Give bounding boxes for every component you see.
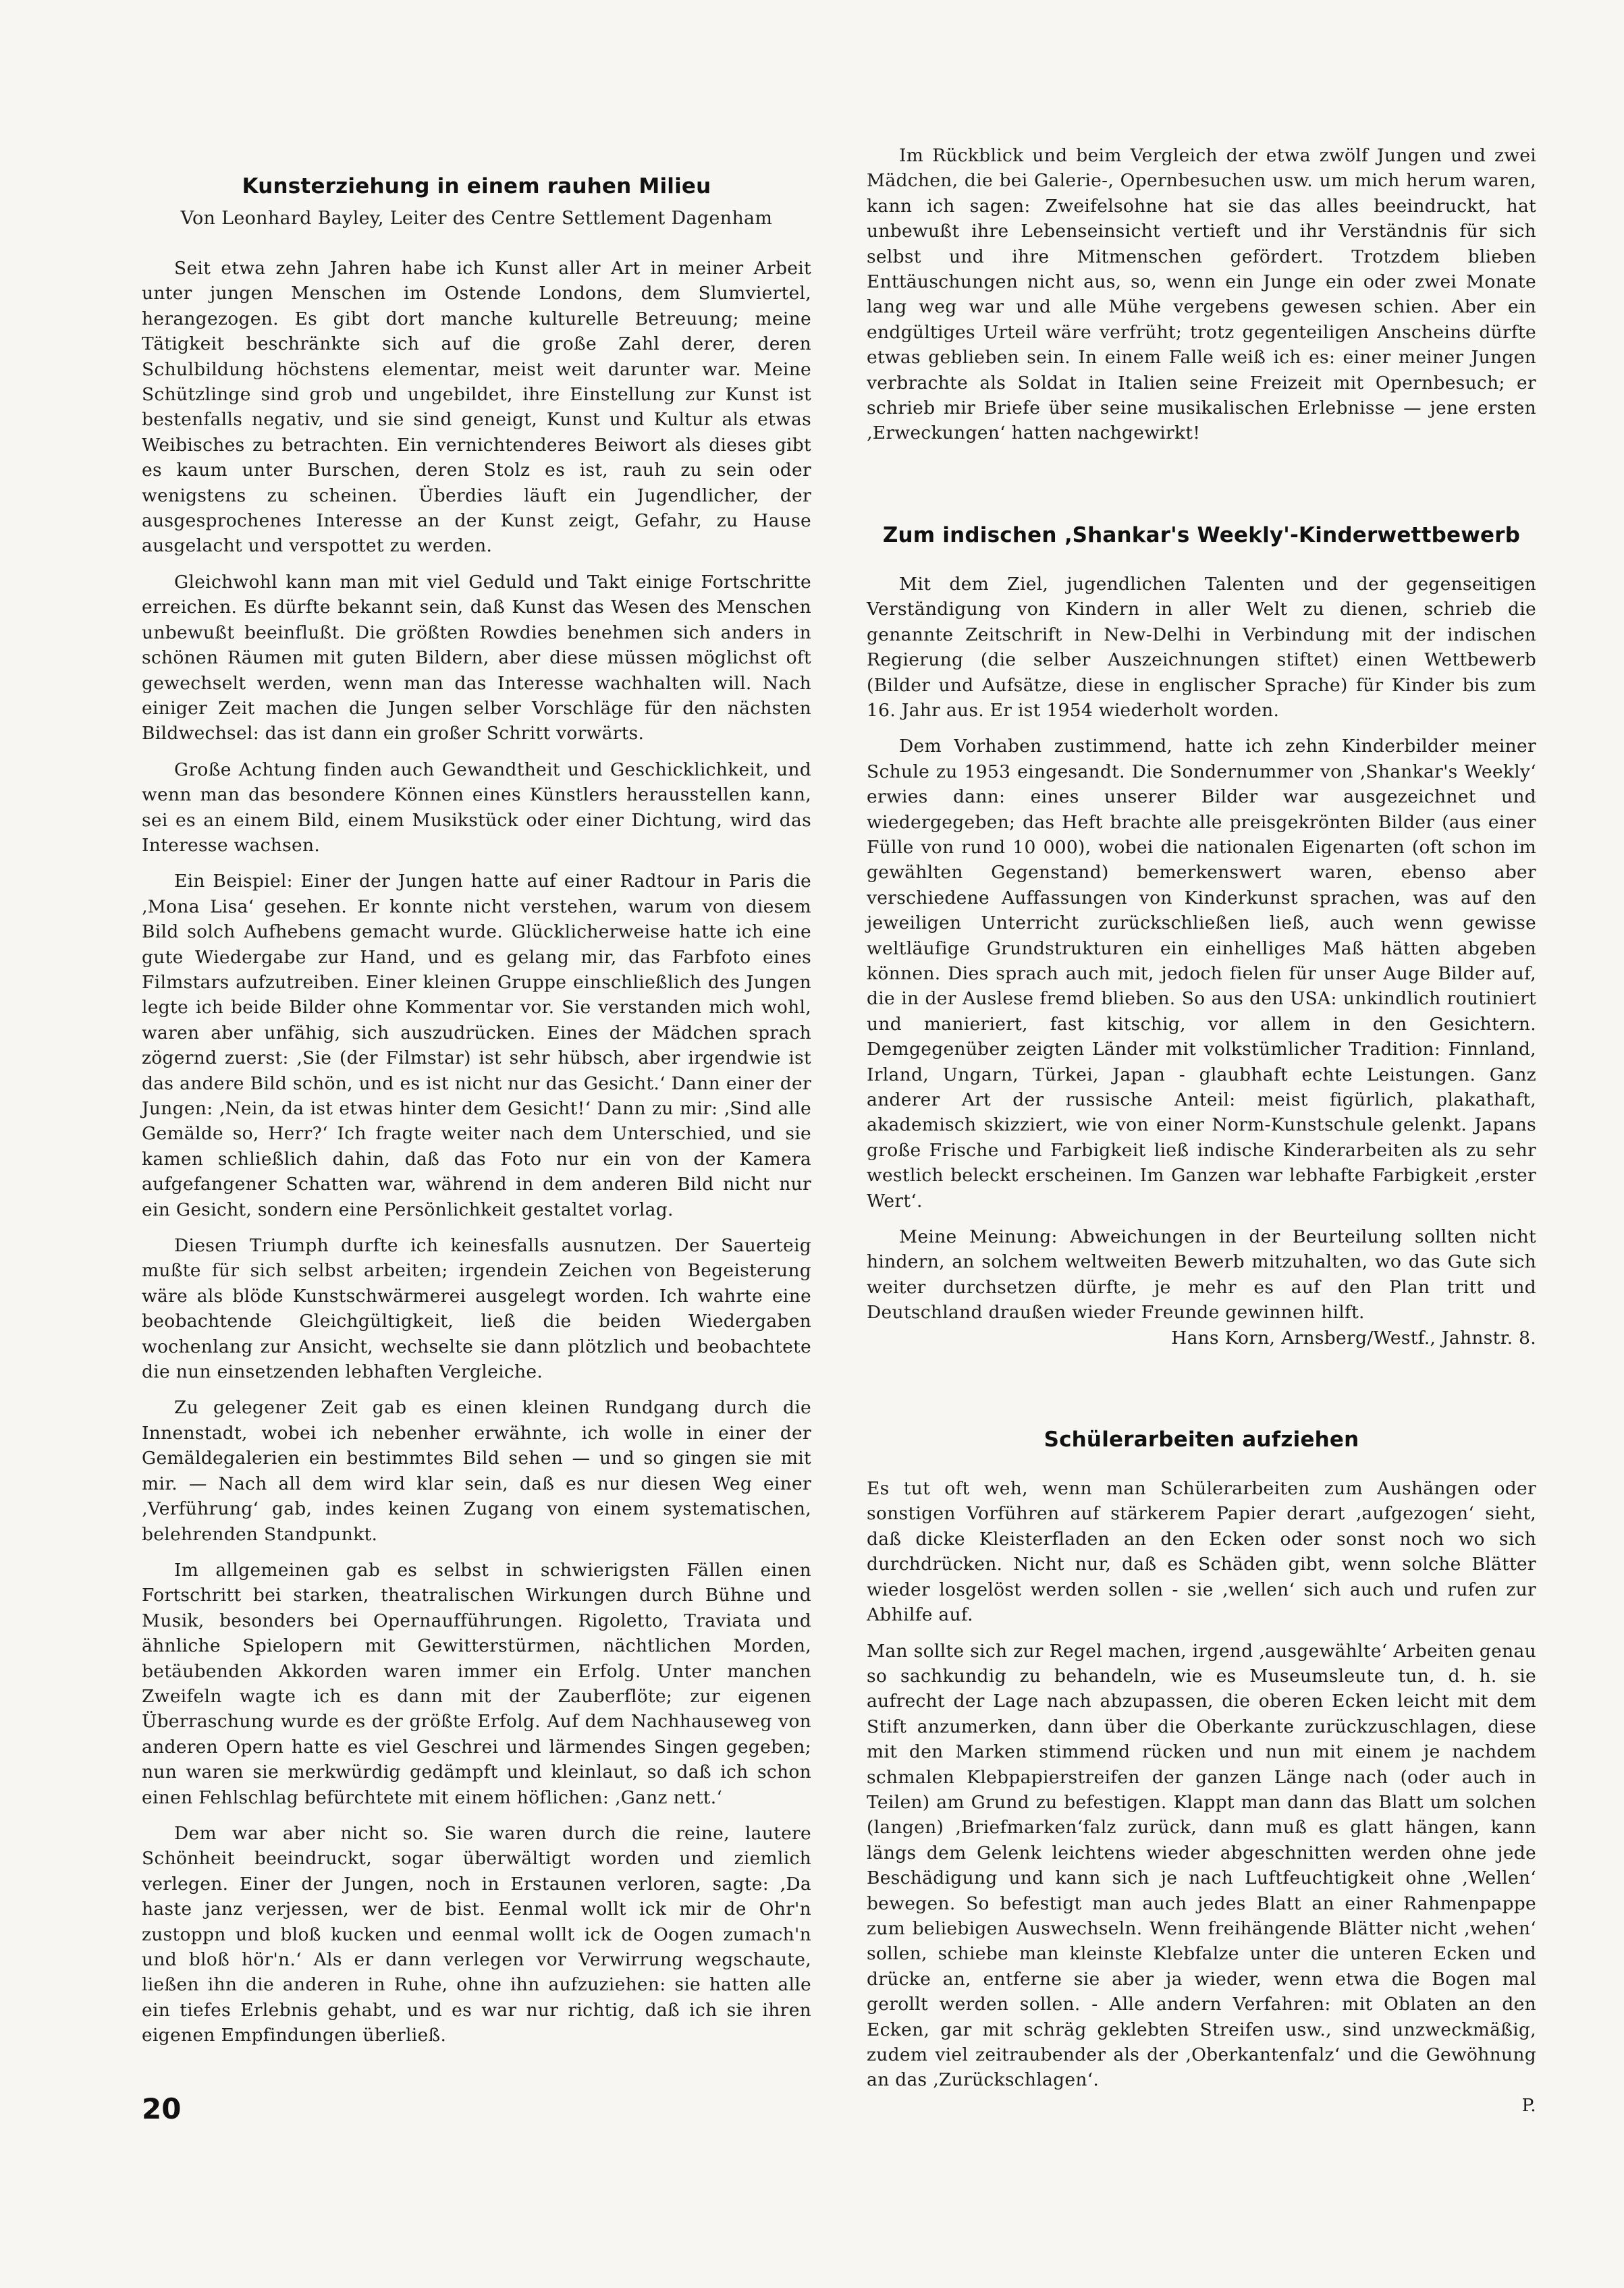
signature <box>867 2093 1536 2118</box>
article-byline: Von Leonhard Bayley, Leiter des Centre Settlement Dagenham <box>180 208 773 229</box>
article-paragraph: Dem war aber nicht so. Sie waren durch die reine, lautere Schönheit beeindruckt, sogar überwältigt worden und ziemlich verlegen. Einer der Jungen, noch in Erstaunen verloren, sagte: ‚Da haste janz verjessen, wer de bist. Eenmal wollt ick mir de Ohr'n zustoppn und bloß kucken und eenmal wollt ick de Oogen zumach'n und bloß hör'n.‘ Als er dann verlegen vor Verwirrung wegschaute, ließen ihn die anderen in Ruhe, ohne ihn aufzuziehen: sie hatten alle ein tiefes Erlebnis gehabt, und es war nur richtig, daß ich sie ihren eigenen Empfindungen überließ. <box>142 1822 811 2046</box>
article-paragraph: Dem Vorhaben zustimmend, hatte ich zehn Kinderbilder meiner Schule zu 1953 eingesandt. Die Sondernummer von ‚Shankar's Weekly‘ erwies dann: eines unserer Bilder war ausgezeichnet und wiedergegeben; das Heft brachte alle preisgekrönten Bilder (aus einer Fülle von rund 10 000), wobei die nationalen Eigenarten (oft schon im gewählten Gegenstand) bemerkenswert waren, ebenso aber verschiedene Auffassungen von Kinderkunst sprachen, was auf den jeweiligen Unterricht zurückschließen ließ, auch wenn gewisse weltläufige Grundstrukturen ein einhelliges Maß hätten abgeben können. Dies sprach auch mit, jedoch fielen für unser Auge Bilder auf, die in der Auslese fremd blieben. So aus den USA: unkindlich routiniert und manieriert, fast kitschig, vor allem in den Gesichtern. Demgegenüber zeigten Länder mit volkstümlicher Tradition: Finnland, Irland, Ungarn, Türkei, Japan - glaubhaft echte Leistungen. Ganz anderer Art der russische Anteil: meist figürlich, plakathaft, akademisch skizziert, wie von einer Norm-Kunstschule gelenkt. Japans große Frische und Farbigkeit ließ indische Kinderarbeiten als zu sehr westlich beleckt erscheinen. Im Ganzen war lebhafte Farbigkeit ‚erster Wert‘. <box>867 736 1536 1211</box>
article-paragraph: Gleichwohl kann man mit viel Geduld und Takt einige Fortschritte erreichen. Es dürfte bekannt sein, daß Kunst das Wesen des Menschen unbewußt beeinflußt. Die größten Rowdies benehmen sich anders in schönen Räumen mit guten Bildern, aber diese müssen möglichst oft gewechselt werden, wenn man das Interesse wachhalten will. Nach einiger Zeit machen die Jungen selber Vorschläge für den nächsten Bildwechsel: das ist dann ein großer Schritt vorwärts. <box>142 571 811 744</box>
page-number: 20 <box>142 2092 182 2125</box>
article-paragraph: Diesen Triumph durfte ich keinesfalls ausnutzen. Der Sauerteig mußte für sich selbst arbeiten; irgendein Zeichen von Begeisterung wäre als blöde Kunstschwärmerei ausgelegt worden. Ich wahrte eine beobachtende Gleichgültigkeit, ließ die beiden Wiedergaben wochenlang zur Ansicht, wechselte sie dann plötzlich und beobachtete die nun einsetzenden lebhaften Vergleiche. <box>142 1235 811 1383</box>
left-column <box>142 142 811 2059</box>
signature-text: P. <box>1521 2094 1536 2116</box>
article-paragraph: Im Rückblick und beim Vergleich der etwa zwölf Jungen und zwei Mädchen, die bei Galerie-, Opernbesuchen usw. um mich herum waren, kann ich sagen: Zweifelsohne hat sie das alles beeindruckt, hat unbewußt ihre Lebenseinsicht vertieft und ihr Verständnis für sich selbst und ihre Mitmenschen gefördert. Trotzdem blieben Enttäuschungen nicht aus, so, wenn ein Junge ein oder zwei Monate lang weg war und alle Mühe vergebens gewesen schien. Aber ein endgültiges Urteil wäre verfrüht; trotz gegenteiligen Anscheins dürfte etwas geblieben sein. In einem Falle weiß ich es: einer meiner Jungen verbrachte als Soldat in Italien seine Freizeit mit Opernbesuch; er schrieb mir Briefe über seine musikalischen Erlebnisse — jene ersten ‚Erweckungen‘ hatten nachgewirkt! <box>867 145 1536 444</box>
article-paragraph: Große Achtung finden auch Gewandtheit und Geschicklichkeit, und wenn man das besondere Können eines Künstlers herausstellen kann, sei es an einem Bild, einem Musikstück oder einer Dichtung, wird das Interesse wachsen. <box>142 759 811 856</box>
article-paragraph: Im allgemeinen gab es selbst in schwierigsten Fällen einen Fortschritt bei starken, theatralischen Wirkungen durch Bühne und Musik, besonders bei Opernaufführungen. Rigoletto, Traviata und ähnliche Spielopern mit Gewitterstürmen, nächtlichen Morden, betäubenden Akkorden waren immer ein Erfolg. Unter manchen Zweifeln wagte ich es dann mit der Zauberflöte; zur eigenen Überraschung wurde es der größte Erfolg. Auf dem Nachhauseweg von anderen Opern hatte es viel Geschrei und lärmendes Singen gegeben; nun waren sie merkwürdig gedämpft und kleinlaut, so daß ich schon einen Fehlschlag befürchtete mit einem höflichen: ‚Ganz nett.‘ <box>142 1559 811 1808</box>
article-paragraph: Seit etwa zehn Jahren habe ich Kunst aller Art in meiner Arbeit unter jungen Menschen im Ostende Londons, dem Slumviertel, herangezogen. Es gibt dort manche kulturelle Betreuung; meine Tätigkeit beschränkte sich auf die große Zahl derer, deren Schulbildung höchstens elementar, meist weit darunter war. Meine Schützlinge sind grob und ungebildet, ihre Einstellung zur Kunst ist bestenfalls negativ, und sie sind geneigt, Kunst und Kultur als etwas Weibisches zu betrachten. Ein vernichtenderes Beiwort als dieses gibt es kaum unter Burschen, deren Stolz es ist, rauh zu sein oder wenigstens zu scheinen. Überdies läuft ein Jugendlicher, der ausgesprochenes Interesse an der Kunst zeigt, Gefahr, zu Hause ausgelacht und verspottet zu werden. <box>142 258 811 557</box>
section-title-schuelerarbeiten: Schülerarbeiten aufziehen <box>1044 1427 1359 1452</box>
article-paragraph: Mit dem Ziel, jugendlichen Talenten und der gegenseitigen Verständigung von Kindern in aller Welt zu dienen, schrieb die genannte Zeitschrift in New-Delhi in Verbindung mit der indischen Regierung (die selber Auszeichnungen stiftet) einen Wettbewerb (Bilder und Aufsätze, diese in englischer Sprache) für Kinder bis zum 16. Jahr aus. Er ist 1954 wiederholt worden. <box>867 573 1536 721</box>
signature <box>867 1326 1536 1351</box>
signature-text: Hans Korn, Arnsberg/Westf., Jahnstr. 8. <box>1171 1327 1536 1349</box>
article-title: Kunsterziehung in einem rauhen Milieu <box>242 174 711 198</box>
article-paragraph: Ein Beispiel: Einer der Jungen hatte auf einer Radtour in Paris die ‚Mona Lisa‘ gesehen. Er konnte nicht verstehen, warum von diesem Bild solch Aufhebens gemacht wurde. Glücklicherweise hatte ich eine gute Wiedergabe zur Hand, und es gelang mir, das Farbfoto eines Filmstars aufzutreiben. Einer kleinen Gruppe einschließlich des Jungen legte ich beide Bilder ohne Kommentar vor. Sie verstanden mich wohl, waren aber unfähig, sich auszudrücken. Eines der Mädchen sprach zögernd zuerst: ‚Sie (der Filmstar) ist sehr hübsch, aber irgendwie ist das andere Bild schön, und es ist nicht nur das Gesicht.‘ Dann einer der Jungen: ‚Nein, da ist etwas hinter dem Gesicht!‘ Dann zu mir: ‚Sind alle Gemälde so, Herr?‘ Ich fragte weiter nach dem Unterschied, und sie kamen schließlich dahin, daß das Foto nur ein von der Kamera aufgefangener Schatten war, während in dem anderen Bild nicht nur ein Gesicht, sondern eine Persönlichkeit gestaltet vorlag. <box>142 871 811 1220</box>
article-paragraph: Meine Meinung: Abweichungen in der Beurteilung sollten nicht hindern, an solchem weltweiten Bewerb mitzuhalten, wo das Gute sich weiter durchsetzen dürfte, je mehr es auf den Plan tritt und Deutschland draußen wieder Freunde gewinnen hilft. <box>867 1226 1536 1324</box>
article-paragraph: Es tut oft weh, wenn man Schülerarbeiten zum Aushängen oder sonstigen Vorführen auf stärkerem Papier derart ‚aufgezogen‘ sieht, daß dicke Kleisterfladen an den Ecken oder sonst noch wo sich durchdrücken. Nicht nur, daß es Schäden gibt, wenn solche Blätter wieder losgelöst werden sollen - sie ‚wellen‘ sich auch und rufen zur Abhilfe auf. <box>867 1478 1536 1626</box>
right-column <box>867 143 1536 2129</box>
article-paragraph: Man sollte sich zur Regel machen, irgend ‚ausgewählte‘ Arbeiten genau so sachkundig zu behandeln, wie es Museumsleute tun, d. h. sie aufrecht der Lage nach abzupassen, die oberen Ecken leicht mit dem Stift anzumerken, dann über die Oberkante zurückzuschlagen, diese mit den Marken stimmend rücken und nun mit einem je nachdem schmalen Klebpapierstreifen der ganzen Länge nach (oder auch in Teilen) am Grund zu befestigen. Klappt man dann das Blatt um solchen (langen) ‚Briefmarken‘falz zurück, dann muß es glatt hängen, kann längs dem Gelenk leichtens wieder abgeschnitten werden ohne jede Beschädigung und kann sich je nach Luftfeuchtigkeit ohne ‚Wellen‘ bewegen. So befestigt man auch jedes Blatt an einer Rahmenpappe zum beliebigen Auswechseln. Wenn freihängende Blätter nicht ‚wehen‘ sollen, schiebe man kleinste Klebfalze unter die unteren Ecken und drücke an, entferne sie aber ja wieder, wenn etwa die Bogen mal gerollt werden sollen. - Alle andern Verfahren: mit Oblaten an den Ecken, gar mit schräg geklebten Streifen usw., sind unzweckmäßig, zudem viel zeitraubender als der ‚Oberkantenfalz‘ und die Gewöhnung an das ‚Zurückschlagen‘. <box>867 1640 1536 2091</box>
article-paragraph: Zu gelegener Zeit gab es einen kleinen Rundgang durch die Innenstadt, wobei ich nebenher erwähnte, ich wolle in einer der Gemäldegalerien ein bestimmtes Bild sehen — und so gingen sie mit mir. — Nach all dem wird klar sein, daß es nur diesen Weg einer ‚Verführung‘ gab, indes keinen Zugang von einem systematischen, belehrenden Standpunkt. <box>142 1397 811 1545</box>
section-title-shankar: Zum indischen ‚Shankar's Weekly'-Kinderwettbewerb <box>882 522 1521 547</box>
